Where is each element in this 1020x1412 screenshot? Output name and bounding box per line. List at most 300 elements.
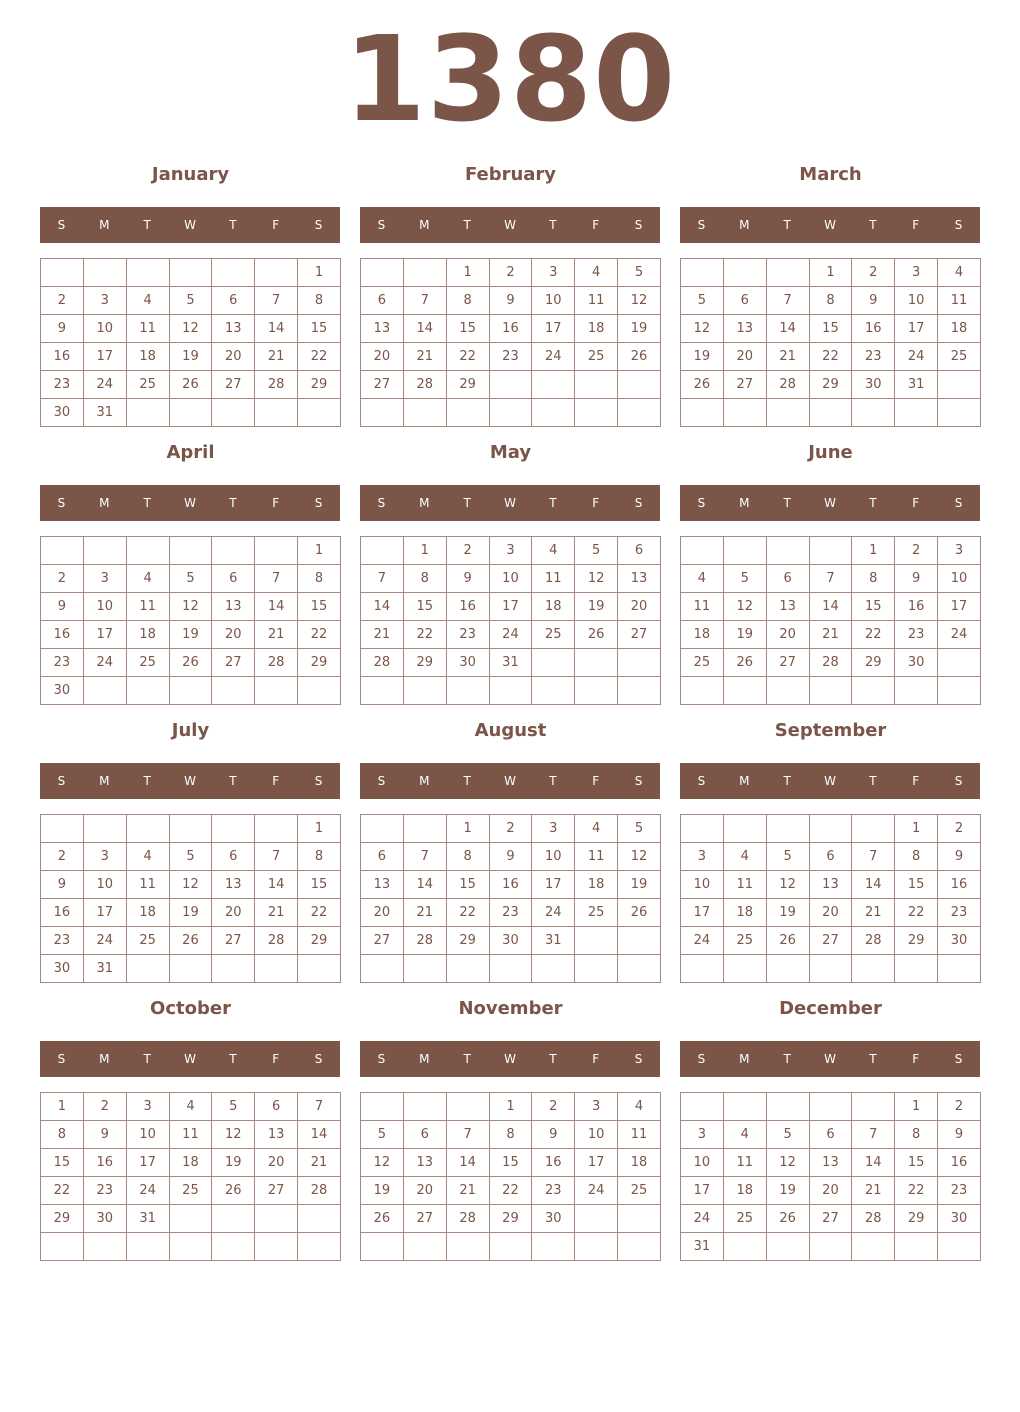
day-cell: 19 xyxy=(169,343,212,371)
empty-cell xyxy=(169,955,212,983)
day-cell: 23 xyxy=(446,621,489,649)
day-cell: 25 xyxy=(126,927,169,955)
week-row xyxy=(41,565,341,593)
week-row xyxy=(681,399,981,427)
day-grid xyxy=(40,1092,341,1261)
empty-cell xyxy=(446,955,489,983)
week-row xyxy=(681,1093,981,1121)
empty-cell xyxy=(575,927,618,955)
week-row xyxy=(41,371,341,399)
empty-cell xyxy=(212,1233,255,1261)
weekday-label: T xyxy=(229,1052,237,1066)
empty-cell xyxy=(895,955,938,983)
empty-cell xyxy=(532,955,575,983)
weekday-label: S xyxy=(377,774,386,788)
day-cell: 14 xyxy=(255,315,298,343)
day-cell: 26 xyxy=(618,343,661,371)
day-cell: 1 xyxy=(41,1093,84,1121)
week-row xyxy=(361,537,661,565)
week-row xyxy=(681,1205,981,1233)
day-cell: 1 xyxy=(489,1093,532,1121)
week-row xyxy=(361,899,661,927)
day-cell: 4 xyxy=(938,259,981,287)
day-cell: 29 xyxy=(446,927,489,955)
day-cell: 21 xyxy=(852,1177,895,1205)
week-row xyxy=(41,315,341,343)
day-cell: 1 xyxy=(895,815,938,843)
weekday-header xyxy=(360,207,660,243)
day-cell: 4 xyxy=(126,565,169,593)
empty-cell xyxy=(403,1233,446,1261)
week-row xyxy=(681,565,981,593)
day-cell: 3 xyxy=(681,1121,724,1149)
day-cell: 3 xyxy=(681,843,724,871)
day-cell: 28 xyxy=(361,649,404,677)
day-cell: 2 xyxy=(489,259,532,287)
day-cell: 6 xyxy=(723,287,766,315)
day-cell: 2 xyxy=(41,565,84,593)
weekday-label: F xyxy=(272,218,280,232)
day-cell: 9 xyxy=(41,315,84,343)
day-cell: 8 xyxy=(403,565,446,593)
week-row xyxy=(41,287,341,315)
day-cell: 21 xyxy=(361,621,404,649)
day-cell: 25 xyxy=(723,927,766,955)
day-cell: 16 xyxy=(41,621,84,649)
empty-cell xyxy=(575,371,618,399)
day-cell: 7 xyxy=(361,565,404,593)
day-cell: 12 xyxy=(723,593,766,621)
day-cell: 10 xyxy=(83,871,126,899)
day-cell: 24 xyxy=(938,621,981,649)
day-cell: 6 xyxy=(403,1121,446,1149)
day-cell: 21 xyxy=(298,1149,341,1177)
weekday-header xyxy=(680,1041,980,1077)
day-cell: 16 xyxy=(446,593,489,621)
day-cell: 11 xyxy=(681,593,724,621)
day-cell: 3 xyxy=(83,287,126,315)
weekday-label: S xyxy=(377,218,386,232)
day-cell: 15 xyxy=(489,1149,532,1177)
day-cell: 27 xyxy=(212,371,255,399)
weekday-label: T xyxy=(463,1052,471,1066)
day-cell: 13 xyxy=(403,1149,446,1177)
day-cell: 20 xyxy=(361,899,404,927)
empty-cell xyxy=(618,1205,661,1233)
weekday-label: M xyxy=(99,496,110,510)
weekday-label: S xyxy=(954,1052,963,1066)
day-cell: 5 xyxy=(723,565,766,593)
empty-cell xyxy=(489,677,532,705)
empty-cell xyxy=(126,815,169,843)
day-cell: 24 xyxy=(83,371,126,399)
day-cell: 16 xyxy=(938,871,981,899)
day-cell: 29 xyxy=(298,649,341,677)
weekday-label: S xyxy=(57,496,66,510)
empty-cell xyxy=(809,815,852,843)
empty-cell xyxy=(618,649,661,677)
day-cell: 20 xyxy=(723,343,766,371)
empty-cell xyxy=(766,399,809,427)
empty-cell xyxy=(575,649,618,677)
day-cell: 12 xyxy=(361,1149,404,1177)
empty-cell xyxy=(489,1233,532,1261)
empty-cell xyxy=(403,955,446,983)
day-cell: 24 xyxy=(83,927,126,955)
weekday-label: T xyxy=(869,1052,877,1066)
empty-cell xyxy=(403,259,446,287)
day-cell: 24 xyxy=(83,649,126,677)
day-cell: 18 xyxy=(575,315,618,343)
week-row xyxy=(41,871,341,899)
empty-cell xyxy=(852,955,895,983)
day-cell: 28 xyxy=(809,649,852,677)
day-cell: 26 xyxy=(169,927,212,955)
weekday-label: F xyxy=(592,774,600,788)
day-cell: 4 xyxy=(169,1093,212,1121)
empty-cell xyxy=(681,537,724,565)
empty-cell xyxy=(255,815,298,843)
week-row xyxy=(41,1233,341,1261)
day-cell: 13 xyxy=(361,871,404,899)
day-cell: 2 xyxy=(41,287,84,315)
week-row xyxy=(361,815,661,843)
weekday-label: T xyxy=(783,496,791,510)
weekday-label: W xyxy=(504,1052,516,1066)
day-cell: 5 xyxy=(169,843,212,871)
week-row xyxy=(681,677,981,705)
day-cell: 23 xyxy=(938,1177,981,1205)
empty-cell xyxy=(766,537,809,565)
weekday-header xyxy=(40,763,340,799)
empty-cell xyxy=(618,371,661,399)
weekday-header xyxy=(360,1041,660,1077)
day-cell: 18 xyxy=(126,621,169,649)
day-cell: 16 xyxy=(489,871,532,899)
week-row xyxy=(41,899,341,927)
day-cell: 23 xyxy=(489,899,532,927)
weekday-label: F xyxy=(592,218,600,232)
weekday-label: S xyxy=(377,1052,386,1066)
day-cell: 24 xyxy=(681,927,724,955)
day-cell: 12 xyxy=(766,871,809,899)
day-cell: 4 xyxy=(723,1121,766,1149)
day-cell: 29 xyxy=(298,371,341,399)
day-cell: 31 xyxy=(126,1205,169,1233)
day-cell: 3 xyxy=(532,259,575,287)
day-cell: 30 xyxy=(41,399,84,427)
day-cell: 5 xyxy=(766,843,809,871)
weekday-label: T xyxy=(549,1052,557,1066)
week-row xyxy=(41,1177,341,1205)
day-cell: 6 xyxy=(618,537,661,565)
day-cell: 25 xyxy=(575,343,618,371)
empty-cell xyxy=(852,677,895,705)
day-cell: 2 xyxy=(446,537,489,565)
weekday-label: W xyxy=(824,1052,836,1066)
day-cell: 28 xyxy=(852,1205,895,1233)
day-cell: 20 xyxy=(255,1149,298,1177)
day-cell: 27 xyxy=(255,1177,298,1205)
weekday-label: F xyxy=(912,1052,920,1066)
day-cell: 3 xyxy=(489,537,532,565)
empty-cell xyxy=(766,259,809,287)
day-cell: 19 xyxy=(169,621,212,649)
day-cell: 12 xyxy=(169,871,212,899)
day-cell: 22 xyxy=(298,899,341,927)
month-name: February xyxy=(464,164,557,185)
weekday-label: S xyxy=(57,1052,66,1066)
weekday-label: T xyxy=(549,774,557,788)
day-cell: 11 xyxy=(126,871,169,899)
weekday-header xyxy=(360,485,660,521)
week-row xyxy=(681,1121,981,1149)
week-row xyxy=(361,565,661,593)
day-cell: 31 xyxy=(83,399,126,427)
day-cell: 11 xyxy=(575,287,618,315)
day-cell: 27 xyxy=(212,927,255,955)
empty-cell xyxy=(403,677,446,705)
month-name: June xyxy=(808,442,853,463)
week-row xyxy=(361,399,661,427)
week-row xyxy=(681,649,981,677)
week-row xyxy=(681,899,981,927)
empty-cell xyxy=(403,1093,446,1121)
month-name: September xyxy=(774,720,887,741)
day-cell: 9 xyxy=(41,593,84,621)
day-grid xyxy=(40,536,341,705)
day-cell: 27 xyxy=(403,1205,446,1233)
empty-cell xyxy=(575,1205,618,1233)
day-cell: 18 xyxy=(126,343,169,371)
day-cell: 26 xyxy=(212,1177,255,1205)
day-cell: 31 xyxy=(532,927,575,955)
week-row xyxy=(361,621,661,649)
month-name: August xyxy=(474,720,547,741)
empty-cell xyxy=(298,1233,341,1261)
weekday-label: T xyxy=(463,496,471,510)
empty-cell xyxy=(126,677,169,705)
week-row xyxy=(41,677,341,705)
empty-cell xyxy=(723,677,766,705)
weekday-label: M xyxy=(739,1052,750,1066)
empty-cell xyxy=(83,677,126,705)
weekday-label: F xyxy=(912,496,920,510)
weekday-label: S xyxy=(634,1052,643,1066)
weekday-label: T xyxy=(143,774,151,788)
day-cell: 19 xyxy=(212,1149,255,1177)
day-cell: 18 xyxy=(532,593,575,621)
day-cell: 2 xyxy=(532,1093,575,1121)
week-row xyxy=(681,1149,981,1177)
empty-cell xyxy=(169,399,212,427)
day-cell: 23 xyxy=(83,1177,126,1205)
day-cell: 11 xyxy=(618,1121,661,1149)
day-cell: 26 xyxy=(766,1205,809,1233)
day-cell: 3 xyxy=(83,565,126,593)
day-cell: 21 xyxy=(403,343,446,371)
day-cell: 19 xyxy=(618,315,661,343)
day-cell: 23 xyxy=(41,927,84,955)
empty-cell xyxy=(169,537,212,565)
empty-cell xyxy=(41,259,84,287)
day-cell: 28 xyxy=(255,927,298,955)
week-row xyxy=(681,537,981,565)
day-cell: 24 xyxy=(895,343,938,371)
day-cell: 28 xyxy=(255,649,298,677)
day-cell: 6 xyxy=(361,843,404,871)
day-cell: 15 xyxy=(809,315,852,343)
day-cell: 15 xyxy=(298,593,341,621)
day-cell: 2 xyxy=(41,843,84,871)
week-row xyxy=(361,1093,661,1121)
empty-cell xyxy=(126,399,169,427)
empty-cell xyxy=(361,955,404,983)
empty-cell xyxy=(83,1233,126,1261)
day-cell: 5 xyxy=(361,1121,404,1149)
weekday-label: M xyxy=(739,774,750,788)
empty-cell xyxy=(938,1233,981,1261)
day-cell: 25 xyxy=(575,899,618,927)
week-row xyxy=(41,927,341,955)
day-cell: 18 xyxy=(618,1149,661,1177)
day-cell: 25 xyxy=(723,1205,766,1233)
week-row xyxy=(361,1177,661,1205)
weekday-label: W xyxy=(504,774,516,788)
day-cell: 8 xyxy=(809,287,852,315)
day-cell: 28 xyxy=(766,371,809,399)
day-cell: 16 xyxy=(41,343,84,371)
day-cell: 16 xyxy=(489,315,532,343)
empty-cell xyxy=(895,399,938,427)
day-cell: 27 xyxy=(809,927,852,955)
day-cell: 20 xyxy=(361,343,404,371)
week-row xyxy=(41,1205,341,1233)
weekday-label: T xyxy=(549,218,557,232)
empty-cell xyxy=(618,677,661,705)
day-cell: 17 xyxy=(83,343,126,371)
day-cell: 14 xyxy=(255,593,298,621)
week-row xyxy=(361,927,661,955)
day-cell: 18 xyxy=(681,621,724,649)
empty-cell xyxy=(532,649,575,677)
empty-cell xyxy=(169,677,212,705)
empty-cell xyxy=(852,399,895,427)
day-cell: 5 xyxy=(766,1121,809,1149)
day-cell: 4 xyxy=(618,1093,661,1121)
week-row xyxy=(681,815,981,843)
day-cell: 15 xyxy=(852,593,895,621)
day-cell: 21 xyxy=(403,899,446,927)
day-cell: 10 xyxy=(895,287,938,315)
day-cell: 21 xyxy=(766,343,809,371)
week-row xyxy=(41,1121,341,1149)
empty-cell xyxy=(532,677,575,705)
day-cell: 29 xyxy=(895,1205,938,1233)
day-cell: 13 xyxy=(809,1149,852,1177)
day-cell: 14 xyxy=(809,593,852,621)
day-cell: 21 xyxy=(255,343,298,371)
day-cell: 7 xyxy=(766,287,809,315)
empty-cell xyxy=(766,1093,809,1121)
day-cell: 1 xyxy=(298,259,341,287)
week-row xyxy=(681,955,981,983)
day-cell: 8 xyxy=(298,287,341,315)
day-cell: 29 xyxy=(403,649,446,677)
empty-cell xyxy=(723,955,766,983)
weekday-label: S xyxy=(697,218,706,232)
week-row xyxy=(361,1205,661,1233)
day-cell: 4 xyxy=(681,565,724,593)
day-cell: 10 xyxy=(681,871,724,899)
day-cell: 26 xyxy=(681,371,724,399)
weekday-label: T xyxy=(869,774,877,788)
day-cell: 30 xyxy=(852,371,895,399)
weekday-label: S xyxy=(57,218,66,232)
weekday-label: M xyxy=(419,774,430,788)
empty-cell xyxy=(809,1233,852,1261)
day-cell: 20 xyxy=(212,899,255,927)
day-cell: 6 xyxy=(766,565,809,593)
day-grid xyxy=(680,1092,981,1261)
weekday-label: S xyxy=(314,218,323,232)
week-row xyxy=(681,843,981,871)
empty-cell xyxy=(938,955,981,983)
week-row xyxy=(41,955,341,983)
week-row xyxy=(681,343,981,371)
week-row xyxy=(361,1233,661,1261)
weekday-label: M xyxy=(99,218,110,232)
day-cell: 13 xyxy=(212,593,255,621)
empty-cell xyxy=(212,1205,255,1233)
day-cell: 17 xyxy=(83,899,126,927)
empty-cell xyxy=(681,955,724,983)
day-cell: 26 xyxy=(169,649,212,677)
empty-cell xyxy=(361,1233,404,1261)
empty-cell xyxy=(938,371,981,399)
day-cell: 30 xyxy=(938,927,981,955)
day-cell: 14 xyxy=(361,593,404,621)
day-cell: 22 xyxy=(809,343,852,371)
day-cell: 2 xyxy=(938,815,981,843)
weekday-header xyxy=(680,485,980,521)
empty-cell xyxy=(126,955,169,983)
weekday-label: S xyxy=(314,774,323,788)
day-cell: 28 xyxy=(403,371,446,399)
day-cell: 2 xyxy=(489,815,532,843)
weekday-label: S xyxy=(634,496,643,510)
day-cell: 27 xyxy=(212,649,255,677)
day-cell: 17 xyxy=(895,315,938,343)
week-row xyxy=(681,259,981,287)
empty-cell xyxy=(681,677,724,705)
empty-cell xyxy=(852,1093,895,1121)
day-grid xyxy=(360,536,661,705)
empty-cell xyxy=(361,815,404,843)
weekday-label: S xyxy=(697,496,706,510)
day-cell: 29 xyxy=(298,927,341,955)
day-cell: 6 xyxy=(361,287,404,315)
empty-cell xyxy=(255,955,298,983)
day-cell: 22 xyxy=(298,343,341,371)
week-row xyxy=(681,621,981,649)
day-cell: 23 xyxy=(895,621,938,649)
weekday-label: W xyxy=(184,496,196,510)
day-cell: 7 xyxy=(446,1121,489,1149)
day-cell: 14 xyxy=(766,315,809,343)
day-cell: 14 xyxy=(852,1149,895,1177)
day-cell: 17 xyxy=(489,593,532,621)
